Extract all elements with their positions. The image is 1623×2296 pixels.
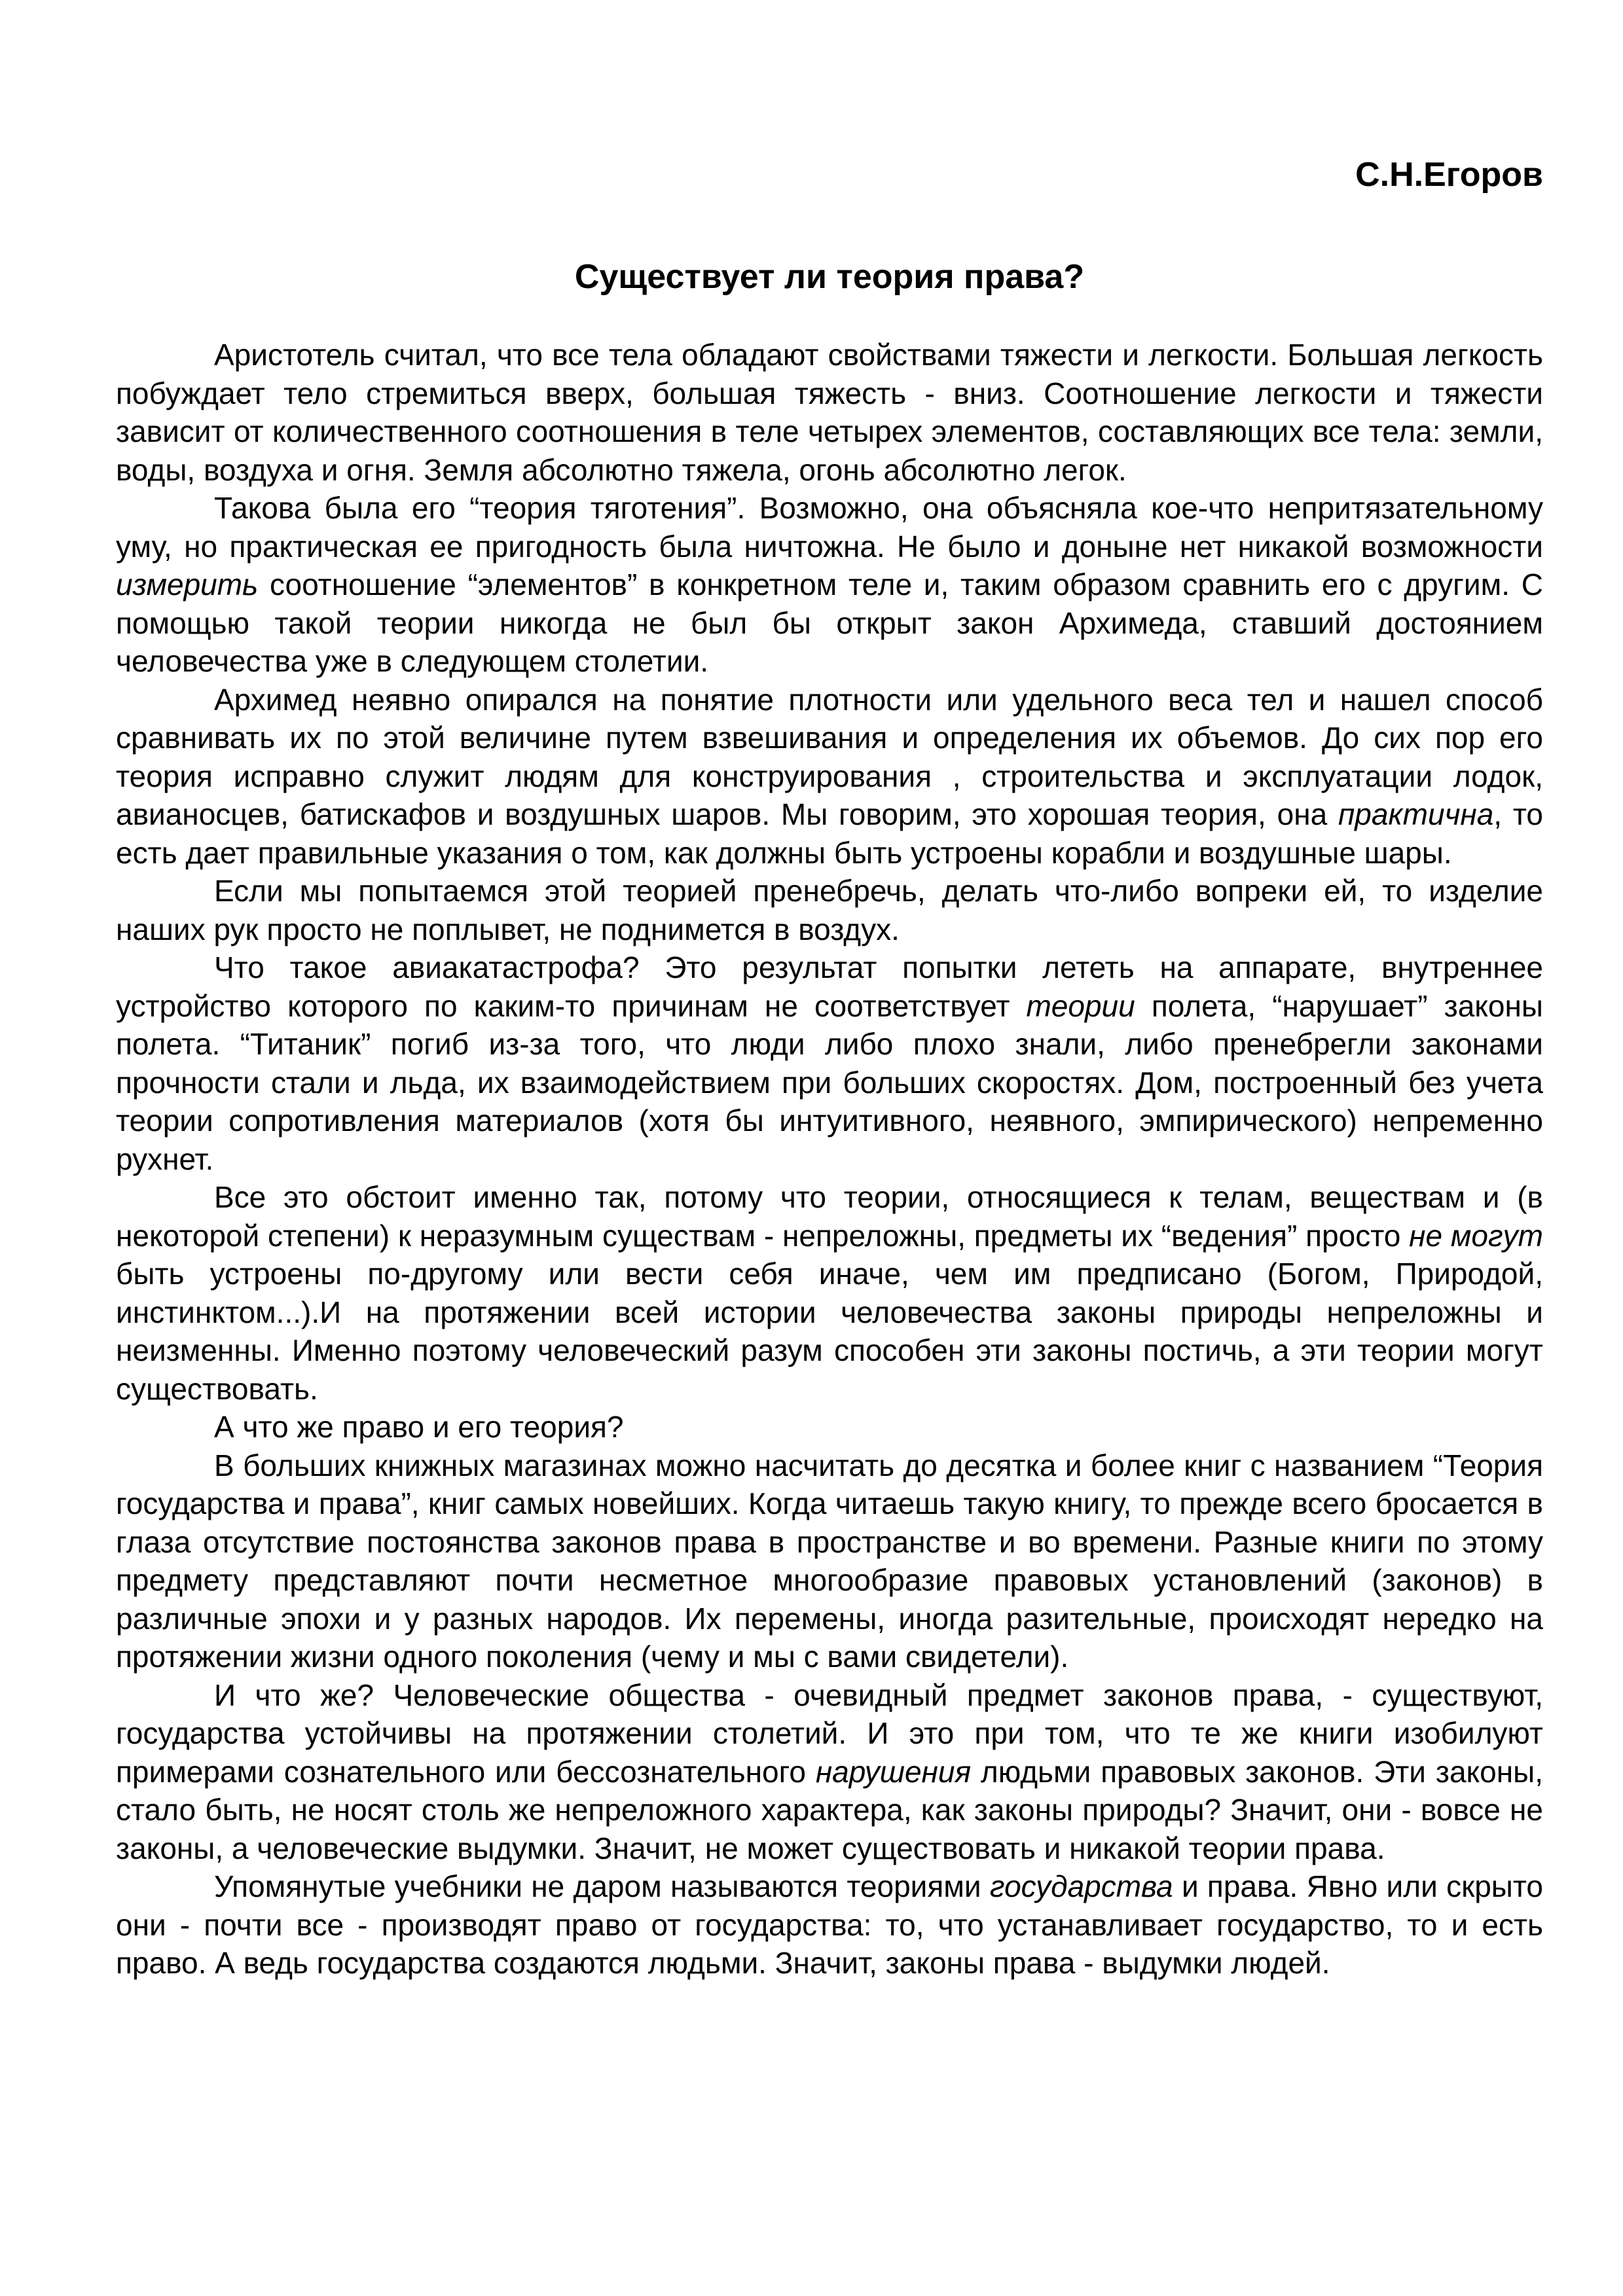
author-name: С.Н.Егоров <box>1355 156 1543 194</box>
body-paragraph <box>116 1178 1543 1408</box>
paragraph-text: полета, “нарушает” законы полета. “Титаник” погиб из-за того, что люди либо плохо знали, либо пренебрегли законами прочности стали и льда, их взаимодействием при больших скоростях. Дом, построенный без учета теории сопротивления материалов (хотя бы интуитивного, неявного, эмпирического) непременно рухнет. <box>116 988 1543 1176</box>
emphasis-text: практична <box>1338 797 1494 831</box>
paragraph-text: соотношение “элементов” в конкретном теле и, таким образом сравнить его с другим. С помощью такой теории никогда не был бы открыт закон Архимеда, ставший достоянием человечества уже в следующем столетии. <box>116 567 1543 678</box>
paragraph-text: и права. Явно или скрыто они - почти все - производят право от государства: то, что устанавливает государство, то и есть право. А ведь государства создаются людьми. Значит, законы права - выдумки людей. <box>116 1869 1543 1980</box>
paragraph-text: Если мы попытаемся этой теорией пренебречь, делать что-либо вопреки ей, то изделие наших рук просто не поплывет, не поднимется в воздух. <box>116 874 1543 946</box>
paragraph-text: И что же? Человеческие общества - очевидный предмет законов права, - существуют, государства устойчивы на протяжении столетий. И это при том, что те же книги изобилуют примерами сознательного или бессознательного <box>116 1677 1543 1789</box>
document-title: Существует ли теория права? <box>574 258 1085 296</box>
paragraph-text: , то есть дает правильные указания о том, как должны быть устроены корабли и воздушные шары. <box>116 797 1543 870</box>
paragraph-text: Такова была его “теория тяготения”. Возможно, она объясняла кое-что непритязательному уму, но практическая ее пригодность была ничтожна. Не было и доныне нет никакой возможности <box>116 491 1543 564</box>
document-body <box>116 336 1543 1982</box>
body-paragraph <box>116 872 1543 948</box>
paragraph-text: Аристотель считал, что все тела обладают свойствами тяжести и легкости. Большая легкость побуждает тело стремиться вверх, большая тяжесть - вниз. Соотношение легкости и тяжести зависит от количественного соотношения в теле четырех элементов, составляющих все тела: земли, воды, воздуха и огня. Земля абсолютно тяжела, огонь абсолютно легок. <box>116 338 1543 487</box>
emphasis-text: теории <box>1026 988 1135 1023</box>
body-paragraph <box>116 336 1543 489</box>
body-paragraph <box>116 1676 1543 1868</box>
paragraph-text: А что же право и его теория? <box>214 1410 624 1444</box>
body-paragraph <box>116 948 1543 1178</box>
emphasis-text: нарушения <box>815 1754 972 1789</box>
paragraph-text: Архимед неявно опирался на понятие плотности или удельного веса тел и нашел способ сравнивать их по этой величине путем взвешивания и определения их объемов. До сих пор его теория исправно служит людям для конструирования , строительства и эксплуатации лодок, авианосцев, батискафов и воздушных шаров. Мы говорим, это хорошая теория, она <box>116 682 1543 831</box>
paragraph-text: быть устроены по-другому или вести себя иначе, чем им предписано (Богом, Природой, инстинктом...).И на протяжении всей истории человечества законы природы непреложны и неизменны. Именно поэтому человеческий разум способен эти законы постичь, а эти теории могут существовать. <box>116 1257 1543 1406</box>
paragraph-text: Все это обстоит именно так, потому что теории, относящиеся к телам, веществам и (в некоторой степени) к неразумным существам - непреложны, предметы их “ведения” просто <box>116 1180 1543 1253</box>
emphasis-text: измерить <box>116 567 259 601</box>
paragraph-text: людьми правовых законов. Эти законы, стало быть, не носят столь же непреложного характера, как законы природы? Значит, они - вовсе не законы, а человеческие выдумки. Значит, не может существовать и никакой теории права. <box>116 1754 1543 1865</box>
emphasis-text: государства <box>989 1869 1173 1903</box>
body-paragraph <box>116 1446 1543 1676</box>
body-paragraph <box>116 489 1543 681</box>
body-paragraph <box>116 1867 1543 1982</box>
body-paragraph <box>116 1408 1543 1446</box>
paragraph-text: Упомянутые учебники не даром называются теориями <box>214 1869 990 1903</box>
emphasis-text: не могут <box>1409 1218 1543 1253</box>
paragraph-text: В больших книжных магазинах можно насчитать до десятка и более книг с названием “Теория государства и права”, книг самых новейших. Когда читаешь такую книгу, то прежде всего бросается в глаза отсутствие постоянства законов права в пространстве и во времени. Разные книги по этому предмету представляют почти несметное многообразие правовых установлений (законов) в различные эпохи и у разных народов. Их перемены, иногда разительные, происходят нередко на протяжении жизни одного поколения (чему и мы с вами свидетели). <box>116 1448 1543 1674</box>
body-paragraph <box>116 681 1543 872</box>
paragraph-text: Что такое авиакатастрофа? Это результат попытки лететь на аппарате, внутреннее устройство которого по каким-то причинам не соответствует <box>116 950 1543 1023</box>
